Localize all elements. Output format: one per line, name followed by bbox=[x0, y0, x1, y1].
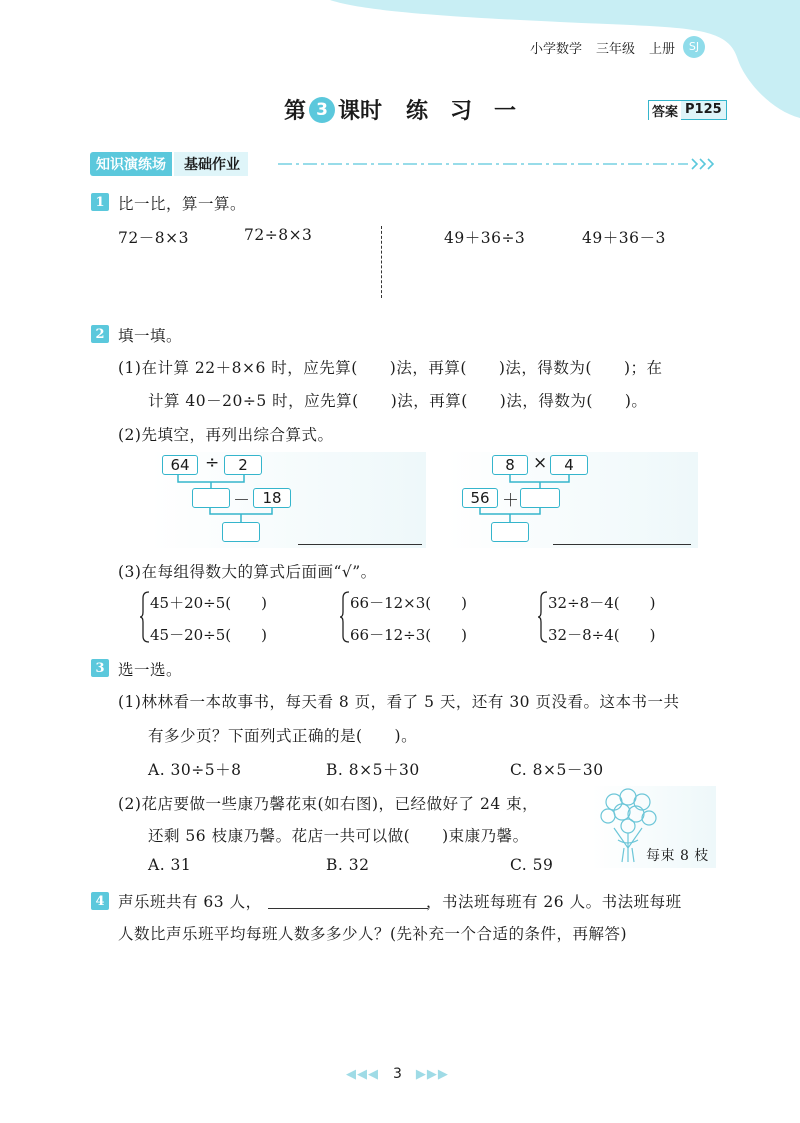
compare-1-bottom: 45－20÷5( ) bbox=[150, 626, 267, 644]
section-tag: 知识演练场 bbox=[90, 152, 172, 176]
brace-icon bbox=[340, 590, 350, 644]
compare-group-2 bbox=[340, 590, 520, 650]
q3-number-badge: 3 bbox=[91, 659, 109, 677]
next-arrows-icon: ▶▶▶ bbox=[415, 1066, 449, 1082]
q1-expr-2: 72÷8×3 bbox=[244, 226, 313, 244]
q3-part1-option-a[interactable]: A. 30÷5＋8 bbox=[148, 761, 242, 779]
q3-part1-line2: 有多少页？下面列式正确的是( )。 bbox=[148, 727, 418, 745]
compare-group-1 bbox=[140, 590, 320, 650]
q1-expr-3: 49＋36÷3 bbox=[444, 229, 526, 247]
tree2-box-blank1[interactable] bbox=[520, 488, 560, 508]
q4-number-badge: 4 bbox=[91, 892, 109, 910]
q3-part2-line2: 还剩 56 枝康乃馨。花店一共可以做( )束康乃馨。 bbox=[148, 827, 529, 845]
q3-part2-option-c[interactable]: C. 59 bbox=[510, 856, 554, 874]
q2-part3: (3)在每组得数大的算式后面画“√”。 bbox=[118, 563, 377, 581]
header-subject: 小学数学 bbox=[530, 41, 583, 57]
q3-part1-option-c[interactable]: C. 8×5－30 bbox=[510, 761, 604, 779]
q4-condition-blank[interactable] bbox=[268, 908, 428, 909]
edition-badge: SJ bbox=[683, 36, 705, 58]
q3-part2-line1: (2)花店要做一些康乃馨花束(如右图)，已经做好了 24 束， bbox=[118, 795, 539, 813]
section-header bbox=[90, 152, 248, 176]
lesson-number-badge: 3 bbox=[309, 97, 335, 123]
compare-3-top: 32÷8－4( ) bbox=[548, 594, 656, 612]
header-meta bbox=[530, 36, 705, 58]
tree1-box-b: 2 bbox=[224, 455, 262, 475]
title-prefix: 第 bbox=[284, 99, 307, 124]
q1-prompt: 比一比，算一算。 bbox=[118, 195, 247, 213]
compare-group-3 bbox=[538, 590, 718, 650]
tree2-box-b: 4 bbox=[550, 455, 588, 475]
q2-prompt: 填一填。 bbox=[118, 327, 183, 345]
q1-expr-4: 49＋36－3 bbox=[582, 229, 666, 247]
q1-divider bbox=[381, 226, 382, 298]
title-suffix: 课时 bbox=[338, 99, 383, 124]
header-grade: 三年级 bbox=[596, 41, 636, 57]
tree1-box-blank2[interactable] bbox=[222, 522, 260, 542]
q4-line2: 人数比声乐班平均每班人数多多少人？(先补充一个合适的条件，再解答) bbox=[118, 925, 628, 943]
tree1-op2: － bbox=[233, 491, 250, 511]
answer-page: P125 bbox=[681, 101, 726, 119]
tree1-answer-line[interactable] bbox=[298, 544, 422, 545]
q3-part2-option-a[interactable]: A. 31 bbox=[148, 856, 192, 874]
brace-icon bbox=[538, 590, 548, 644]
section-divider bbox=[278, 156, 718, 172]
tree2-box-blank2[interactable] bbox=[491, 522, 529, 542]
compare-1-top: 45＋20÷5( ) bbox=[150, 594, 267, 612]
q2-part1-line1: (1)在计算 22＋8×6 时，应先算( )法，再算( )法，得数为( )；在 bbox=[118, 359, 663, 377]
q2-number-badge: 2 bbox=[91, 325, 109, 343]
q2-part1-line2: 计算 40－20÷5 时，应先算( )法，再算( )法，得数为( )。 bbox=[148, 392, 648, 410]
q1-number-badge: 1 bbox=[91, 193, 109, 211]
tree1-box-blank1[interactable] bbox=[192, 488, 230, 508]
section-label: 基础作业 bbox=[174, 152, 248, 176]
tree1-box-c: 18 bbox=[253, 488, 291, 508]
q2-part2: (2)先填空，再列出综合算式。 bbox=[118, 426, 334, 444]
answer-reference bbox=[648, 100, 727, 120]
q1-expr-1: 72－8×3 bbox=[118, 229, 189, 247]
tree2-op1: × bbox=[533, 453, 548, 473]
compare-3-bottom: 32－8÷4( ) bbox=[548, 626, 656, 644]
q4-line1-part2: ，书法班每班有 26 人。书法班每班 bbox=[426, 893, 682, 911]
prev-arrows-icon: ◀◀◀ bbox=[346, 1066, 379, 1082]
tree1-op1: ÷ bbox=[205, 453, 220, 473]
q3-part1-line1: (1)林林看一本故事书，每天看 8 页，看了 5 天，还有 30 页没看。这本书一共 bbox=[118, 693, 680, 711]
compare-2-top: 66－12×3( ) bbox=[350, 594, 467, 612]
header-volume: 上册 bbox=[649, 41, 676, 57]
page-number: 3 bbox=[393, 1066, 402, 1082]
tree2-box-c: 56 bbox=[462, 488, 498, 508]
tree1-box-a: 64 bbox=[162, 455, 198, 475]
page-title bbox=[284, 94, 516, 125]
answer-label: 答案 bbox=[649, 101, 681, 120]
footer-pagination bbox=[346, 1066, 449, 1082]
q3-part1-option-b[interactable]: B. 8×5＋30 bbox=[326, 761, 420, 779]
bouquet-caption: 每束 8 枝 bbox=[646, 848, 709, 864]
compare-2-bottom: 66－12÷3( ) bbox=[350, 626, 467, 644]
q3-prompt: 选一选。 bbox=[118, 661, 183, 679]
tree2-box-a: 8 bbox=[492, 455, 528, 475]
tree2-op2: ＋ bbox=[502, 491, 519, 511]
q3-part2-option-b[interactable]: B. 32 bbox=[326, 856, 370, 874]
title-name: 练 习 一 bbox=[406, 99, 517, 124]
q4-line1-part1: 声乐班共有 63 人， bbox=[118, 893, 262, 911]
brace-icon bbox=[140, 590, 150, 644]
tree2-answer-line[interactable] bbox=[553, 544, 691, 545]
